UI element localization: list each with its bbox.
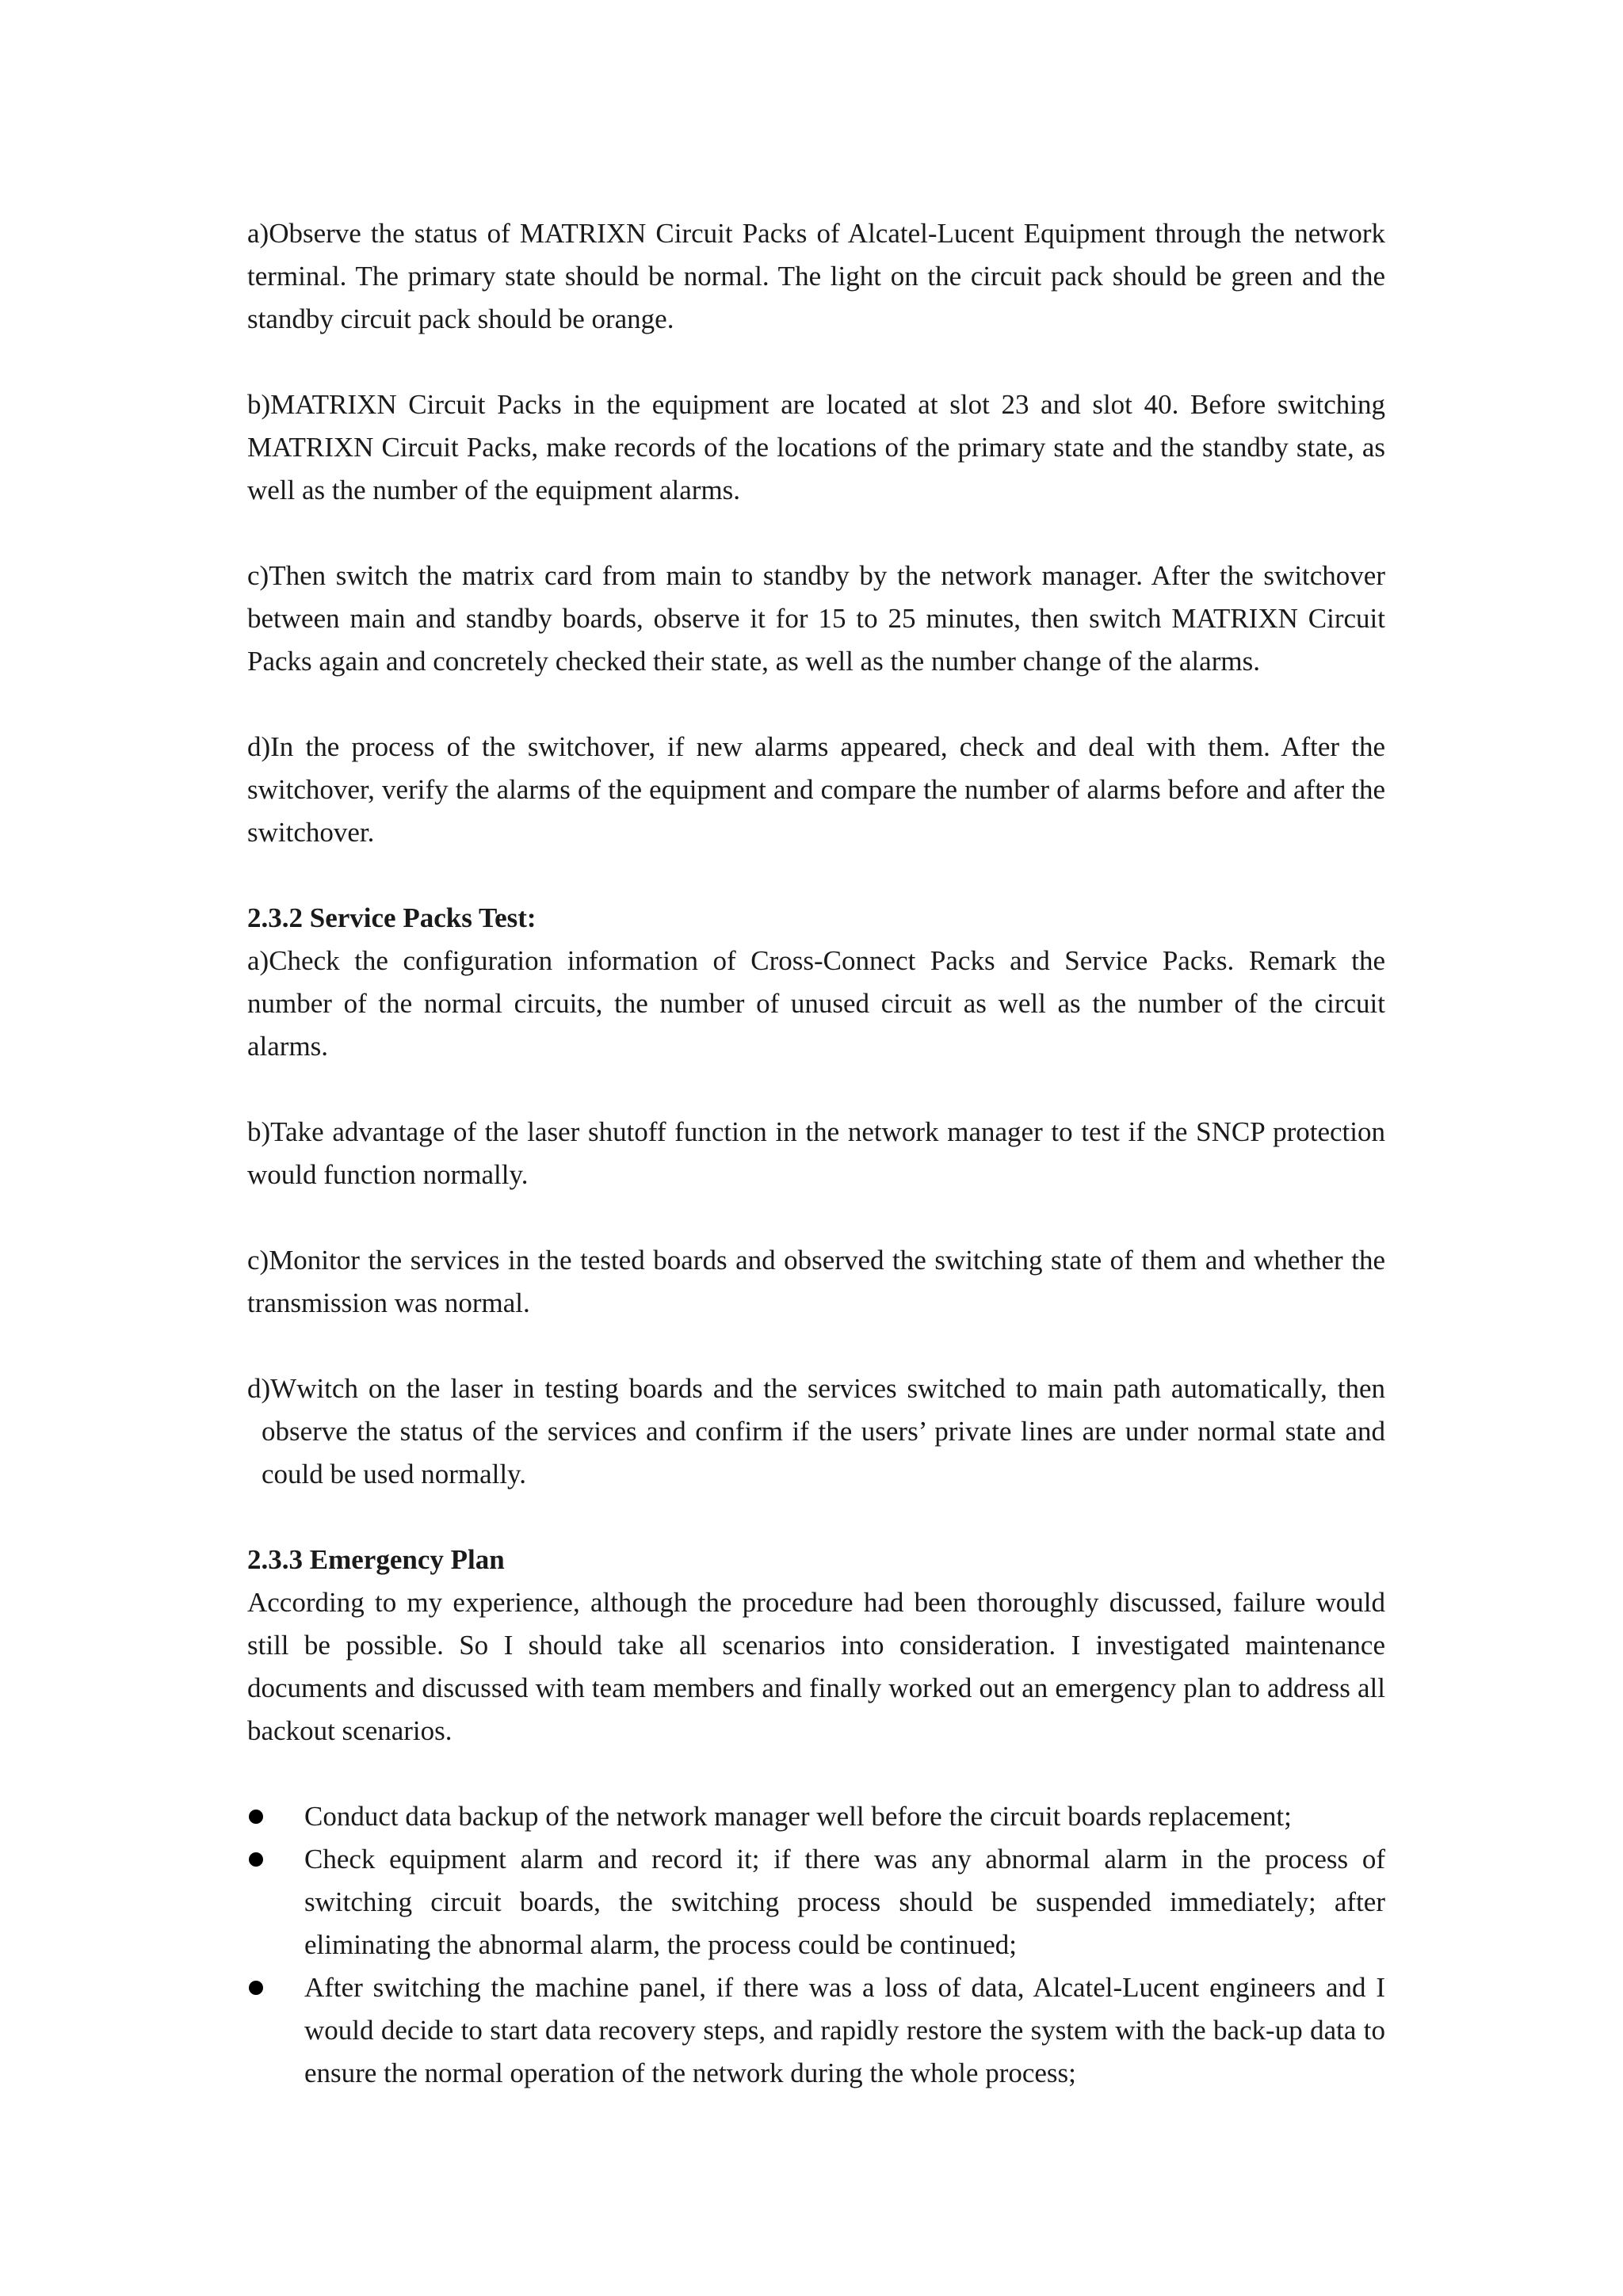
bullet-text: After switching the machine panel, if there was a loss of data, Alcatel-Lucent engineers and I would decide to start data recovery steps, and rapidly restore the system with the back-up data to ensure the normal operation of the network during the whole process; [304, 1972, 1385, 2088]
paragraph-service-config: a)Check the configuration information of Cross-Connect Packs and Service Packs. Remark the number of the normal circuits, the number of unused circuit as well as the number of the circuit alarms. [247, 945, 1385, 1062]
bullet-item-data-recovery [247, 1966, 1385, 2095]
bullet-item-alarm-check [247, 1838, 1385, 1966]
bullet-text: Check equipment alarm and record it; if there was any abnormal alarm in the process of switching circuit boards, the switching process should be suspended immediately; after eliminating the abnormal alarm, the process could be continued; [304, 1844, 1385, 1960]
paragraph-service-laser-on: d)Wwitch on the laser in testing boards and the services switched to main path automatically, then observe the status of the services and confirm if the users’ private lines are under normal state and could be used normally. [247, 1373, 1385, 1489]
document-page [247, 212, 1385, 2095]
bullet-item-backup [247, 1795, 1385, 1838]
paragraph-service-monitor: c)Monitor the services in the tested boards and observed the switching state of them and whether the transmission was normal. [247, 1245, 1385, 1318]
heading-emergency-plan: 2.3.3 Emergency Plan [247, 1544, 505, 1575]
emergency-bullet-list [247, 1795, 1385, 2095]
paragraph-matrixn-status: a)Observe the status of MATRIXN Circuit Packs of Alcatel-Lucent Equipment through the network terminal. The primary state should be normal. The light on the circuit pack should be green and the standby circuit pack should be orange. [247, 218, 1385, 334]
bullet-dot-icon [249, 1852, 263, 1867]
heading-service-packs-test: 2.3.2 Service Packs Test: [247, 902, 537, 933]
paragraph-emergency-intro: According to my experience, although the procedure had been thoroughly discussed, failure would still be possible. So I should take all scenarios into consideration. I investigated maintenance documents and discussed with team members and finally worked out an emergency plan to address all backout scenarios. [247, 1587, 1385, 1746]
bullet-dot-icon [249, 1810, 263, 1824]
bullet-text: Conduct data backup of the network manager well before the circuit boards replacement; [304, 1801, 1292, 1832]
paragraph-service-laser-shutoff: b)Take advantage of the laser shutoff function in the network manager to test if the SNCP protection would function normally. [247, 1116, 1385, 1190]
paragraph-matrixn-slots: b)MATRIXN Circuit Packs in the equipment are located at slot 23 and slot 40. Before switching MATRIXN Circuit Packs, make records of the locations of the primary state and the standby state, as well as the number of the equipment alarms. [247, 389, 1385, 505]
paragraph-matrixn-switchover: c)Then switch the matrix card from main to standby by the network manager. After the switchover between main and standby boards, observe it for 15 to 25 minutes, then switch MATRIXN Circuit Packs again and concretely checked their state, as well as the number change of the alarms. [247, 560, 1385, 677]
paragraph-matrixn-alarms: d)In the process of the switchover, if new alarms appeared, check and deal with them. After the switchover, verify the alarms of the equipment and compare the number of alarms before and after the switchover. [247, 731, 1385, 848]
bullet-dot-icon [249, 1981, 263, 1995]
